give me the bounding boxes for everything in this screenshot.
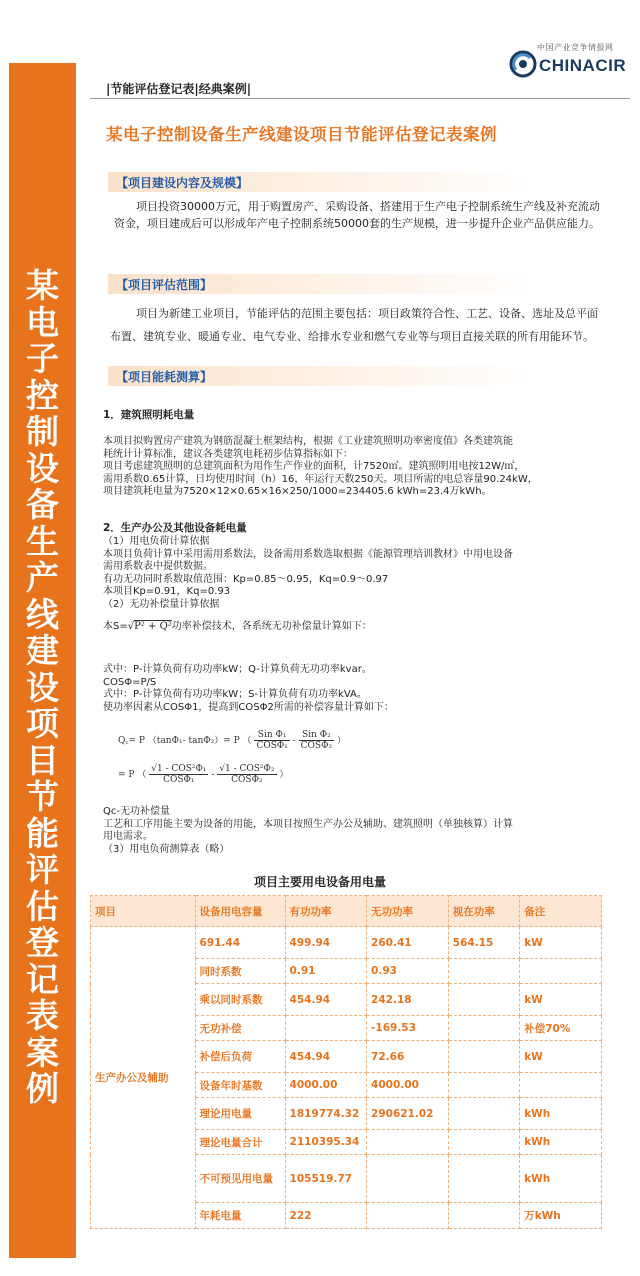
- table-cell: 290621.02: [367, 1098, 449, 1130]
- table-cell: [367, 1130, 449, 1155]
- formula-text: Q꜀= P （tanΦ₁- tanΦ₂）= P （: [118, 736, 252, 746]
- table-cell: 同时系数: [195, 959, 285, 984]
- formula-line-2: [118, 764, 288, 785]
- fraction-numerator: √1 - COS²Φ₁: [151, 764, 207, 774]
- table-cell: 设备年时基数: [195, 1073, 285, 1098]
- logo-mark-icon: [509, 50, 537, 78]
- table-cell: 499.94: [285, 927, 367, 959]
- table-cell: 454.94: [285, 984, 367, 1016]
- table-cell: 0.91: [285, 959, 367, 984]
- sidebar-title-char: 线: [26, 594, 59, 634]
- table-cell: [285, 1016, 367, 1041]
- table-cell: 年耗电量: [195, 1203, 285, 1229]
- sqrt-expression: √P² + Q²: [127, 621, 172, 632]
- table-cell: [448, 1098, 519, 1130]
- sidebar-title-char: 节: [26, 777, 59, 816]
- text-line: 项目考虑建筑照明的总建筑面积为用作生产作业的面积，计7520㎡。建筑照明用电按12W/㎡，: [103, 461, 525, 472]
- table-cell: 万kWh: [520, 1203, 602, 1229]
- chinacir-logo[interactable]: [505, 42, 630, 90]
- sidebar-title-char: 生: [26, 521, 59, 561]
- text-line: 项目建筑耗电量为7520×12×0.65×16×250/1000=234405.6 kWh=23.4万kWh。: [103, 486, 492, 497]
- table-cell: 454.94: [285, 1041, 367, 1073]
- table-cell: [448, 1016, 519, 1041]
- fraction-denominator: COSΦ₁: [163, 775, 195, 785]
- table-header-cell: 视在功率: [448, 896, 519, 927]
- table-cell: [448, 1130, 519, 1155]
- table-header-cell: 备注: [520, 896, 602, 927]
- section-header-energy: [108, 366, 608, 386]
- table-group-cell: 生产办公及辅助: [91, 927, 196, 1229]
- definition-text: [103, 664, 394, 714]
- logo-english-text: CHINACIR: [539, 56, 627, 75]
- text-line: 用电需求。: [103, 831, 153, 842]
- text-line: 本项目负荷计算中采用需用系数法，设备需用系数选取根据《能源管理培训教材》中用电设备: [103, 548, 513, 560]
- table-header-cell: 设备用电容量: [195, 896, 285, 927]
- text-line: （1）用电负荷计算依据: [103, 536, 210, 547]
- sidebar-title: [9, 268, 76, 1108]
- formula-text: -: [292, 736, 296, 746]
- text-line: 式中：P-计算负荷有功功率kW；Q-计算负荷无功功率kvar。: [103, 664, 372, 675]
- page-title: 某电子控制设备生产线建设项目节能评估登记表案例: [106, 125, 497, 144]
- sidebar-title-char: 产: [26, 558, 59, 597]
- sidebar-title-char: 记: [26, 959, 59, 999]
- table-row: [91, 927, 602, 959]
- office-text: [103, 536, 513, 611]
- table-cell: kW: [520, 984, 602, 1016]
- table-cell: 564.15: [448, 927, 519, 959]
- electricity-table: [90, 895, 602, 1229]
- table-title: 项目主要用电设备用电量: [253, 875, 386, 889]
- table-cell: kWh: [520, 1130, 602, 1155]
- table-cell: 补偿70%: [520, 1016, 602, 1041]
- table-header-cell: 无功功率: [367, 896, 449, 927]
- table-cell: 4000.00: [285, 1073, 367, 1098]
- table-header-cell: 项目: [91, 896, 196, 927]
- table-cell: 691.44: [195, 927, 285, 959]
- table-cell: 0.93: [367, 959, 449, 984]
- fraction: [217, 764, 276, 785]
- text-line: 式中：P-计算负荷有功功率kW；S-计算负荷有功功率kVA。: [103, 689, 367, 700]
- fraction-numerator: √1 - COS²Φ₂: [219, 764, 275, 774]
- table-cell: 补偿后负荷: [195, 1041, 285, 1073]
- sidebar-title-char: 备: [26, 485, 59, 524]
- table-cell: [448, 1073, 519, 1098]
- table-cell: 222: [285, 1203, 367, 1229]
- sidebar-title-char: 目: [26, 740, 59, 780]
- sidebar-title-char: 估: [26, 886, 59, 926]
- text-line: 耗统计计算标准，建议各类建筑电耗初步估算指标如下：: [103, 448, 353, 460]
- sidebar-title-char: 设: [26, 667, 59, 707]
- fraction-denominator: COSΦ₁: [256, 741, 288, 751]
- sidebar-title-char: 子: [26, 339, 59, 378]
- calc-notes: [103, 806, 513, 856]
- text-line: 使功率因素从COSΦ1，提高到COSΦ2所需的补偿容量计算如下：: [103, 701, 394, 713]
- fraction-denominator: COSΦ₂: [231, 775, 263, 785]
- table-cell: 105519.77: [285, 1155, 367, 1203]
- fraction-numerator: Sin Φ₁: [254, 730, 289, 741]
- fraction: [149, 764, 208, 785]
- table-header-row: [91, 896, 602, 927]
- section-header-scope: [108, 172, 608, 192]
- text-line: 工艺和工序用能主要为设备的用能，本项目按照生产办公及辅助、建筑照明（单独核算）计算: [103, 818, 513, 830]
- sidebar-title-char: 电: [26, 302, 59, 342]
- comp-prefix: 本S=: [103, 621, 128, 632]
- sidebar-banner: [9, 63, 76, 1258]
- section-label: 【项目建设内容及规模】: [116, 176, 249, 190]
- fraction-numerator: Sin Φ₂: [299, 730, 334, 741]
- logo-chinese-text: 中国产业竞争情报网: [537, 43, 614, 52]
- sidebar-title-char: 登: [26, 923, 59, 962]
- table-cell: 不可预见用电量: [195, 1155, 285, 1203]
- sidebar-title-char: 例: [26, 1069, 59, 1108]
- table-cell: -169.53: [367, 1016, 449, 1041]
- table-cell: 理论用电量: [195, 1098, 285, 1130]
- table-cell: [367, 1155, 449, 1203]
- table-cell: [448, 959, 519, 984]
- table-body: [91, 927, 602, 1229]
- text-line: （2）无功补偿量计算依据: [103, 598, 220, 610]
- sidebar-title-char: 控: [26, 375, 59, 415]
- table-cell: 72.66: [367, 1041, 449, 1073]
- fraction: [254, 730, 289, 751]
- sidebar-title-char: 制: [26, 412, 59, 451]
- text-line: 需用系数0.65计算，日均使用时间（h）16，年运行天数250天。项目所需的电总容量90.24kW，: [103, 473, 538, 485]
- text-line: 有功无功同时系数取值范围：Kp=0.85～0.95，Kq=0.9～0.97: [103, 573, 389, 585]
- table-cell: kWh: [520, 1098, 602, 1130]
- formula-text: ）: [336, 736, 346, 746]
- table-cell: [448, 1203, 519, 1229]
- section-text-scope: 项目投资30000万元，用于购置房产、采购设备、搭建用于生产电子控制系统生产线及补充流动资金，项目建成后可以形成年产电子控制系统50000套的生产规模，进一步提升企业产品供应能力。: [114, 200, 600, 230]
- sidebar-title-char: 设: [26, 448, 59, 488]
- fraction-denominator: COSΦ₂: [300, 741, 333, 751]
- subheading-lighting: 1．建筑照明耗电量: [103, 409, 195, 421]
- table-cell: 242.18: [367, 984, 449, 1016]
- lighting-text: [103, 436, 538, 499]
- subheading-office: 2．生产办公及其他设备耗电量: [103, 522, 247, 534]
- table-cell: 无功补偿: [195, 1016, 285, 1041]
- sidebar-title-char: 某: [26, 266, 59, 305]
- table-cell: 2110395.34: [285, 1130, 367, 1155]
- table-cell: [448, 1041, 519, 1073]
- sidebar-title-char: 评: [26, 850, 59, 889]
- compensation-line: [103, 621, 372, 634]
- text-line: COSΦ=P/S: [103, 676, 157, 688]
- formula-text: = P （: [118, 770, 147, 780]
- table-cell: 1819774.32: [285, 1098, 367, 1130]
- breadcrumb: |节能评估登记表|经典案例|: [106, 82, 252, 96]
- sidebar-title-char: 建: [26, 631, 59, 670]
- table-cell: [520, 1073, 602, 1098]
- table-cell: [448, 1155, 519, 1203]
- sidebar-title-char: 能: [26, 813, 59, 853]
- table-cell: 260.41: [367, 927, 449, 959]
- formula-text: -: [211, 770, 215, 780]
- formula-line-1: [118, 730, 346, 751]
- section-header-range: [108, 274, 608, 294]
- formula-text: ）: [279, 770, 289, 780]
- table-cell: kW: [520, 927, 602, 959]
- section-label: 【项目评估范围】: [116, 278, 213, 292]
- table-cell: kW: [520, 1041, 602, 1073]
- sqrt-content: P² + Q²: [134, 621, 172, 632]
- table-cell: 理论电量合计: [195, 1130, 285, 1155]
- table-cell: [448, 984, 519, 1016]
- sidebar-title-char: 案: [26, 1032, 59, 1072]
- text-line: 本项目拟购置房产建筑为钢筋混凝土框架结构，根据《工业建筑照明功率密度值》各类建筑能: [103, 436, 513, 447]
- text-line: 需用系数表中提供数据。: [103, 561, 213, 572]
- sidebar-title-char: 项: [26, 704, 59, 743]
- table-cell: [520, 959, 602, 984]
- table-header-cell: 有功功率: [285, 896, 367, 927]
- text-line: 本项目Kp=0.91，Kq=0.93: [103, 586, 231, 597]
- comp-suffix: 功率补偿技术，各系统无功补偿量计算如下：: [171, 621, 372, 632]
- section-text-range: 项目为新建工业项目，节能评估的范围主要包括：项目政策符合性、工艺、设备、选址及总平面布置、建筑专业、暖通专业、电气专业、给排水专业和燃气专业等与项目直接关联的所有用能环节。: [110, 307, 598, 343]
- table-cell: kWh: [520, 1155, 602, 1203]
- fraction: [299, 730, 334, 751]
- header-divider: [90, 98, 630, 99]
- text-line: Qc-无功补偿量: [103, 806, 170, 817]
- text-line: （3）用电负荷测算表（略）: [103, 843, 230, 855]
- section-label: 【项目能耗测算】: [116, 370, 213, 384]
- table-cell: 4000.00: [367, 1073, 449, 1098]
- sidebar-title-char: 表: [26, 996, 59, 1035]
- table-cell: 乘以同时系数: [195, 984, 285, 1016]
- table-cell: [367, 1203, 449, 1229]
